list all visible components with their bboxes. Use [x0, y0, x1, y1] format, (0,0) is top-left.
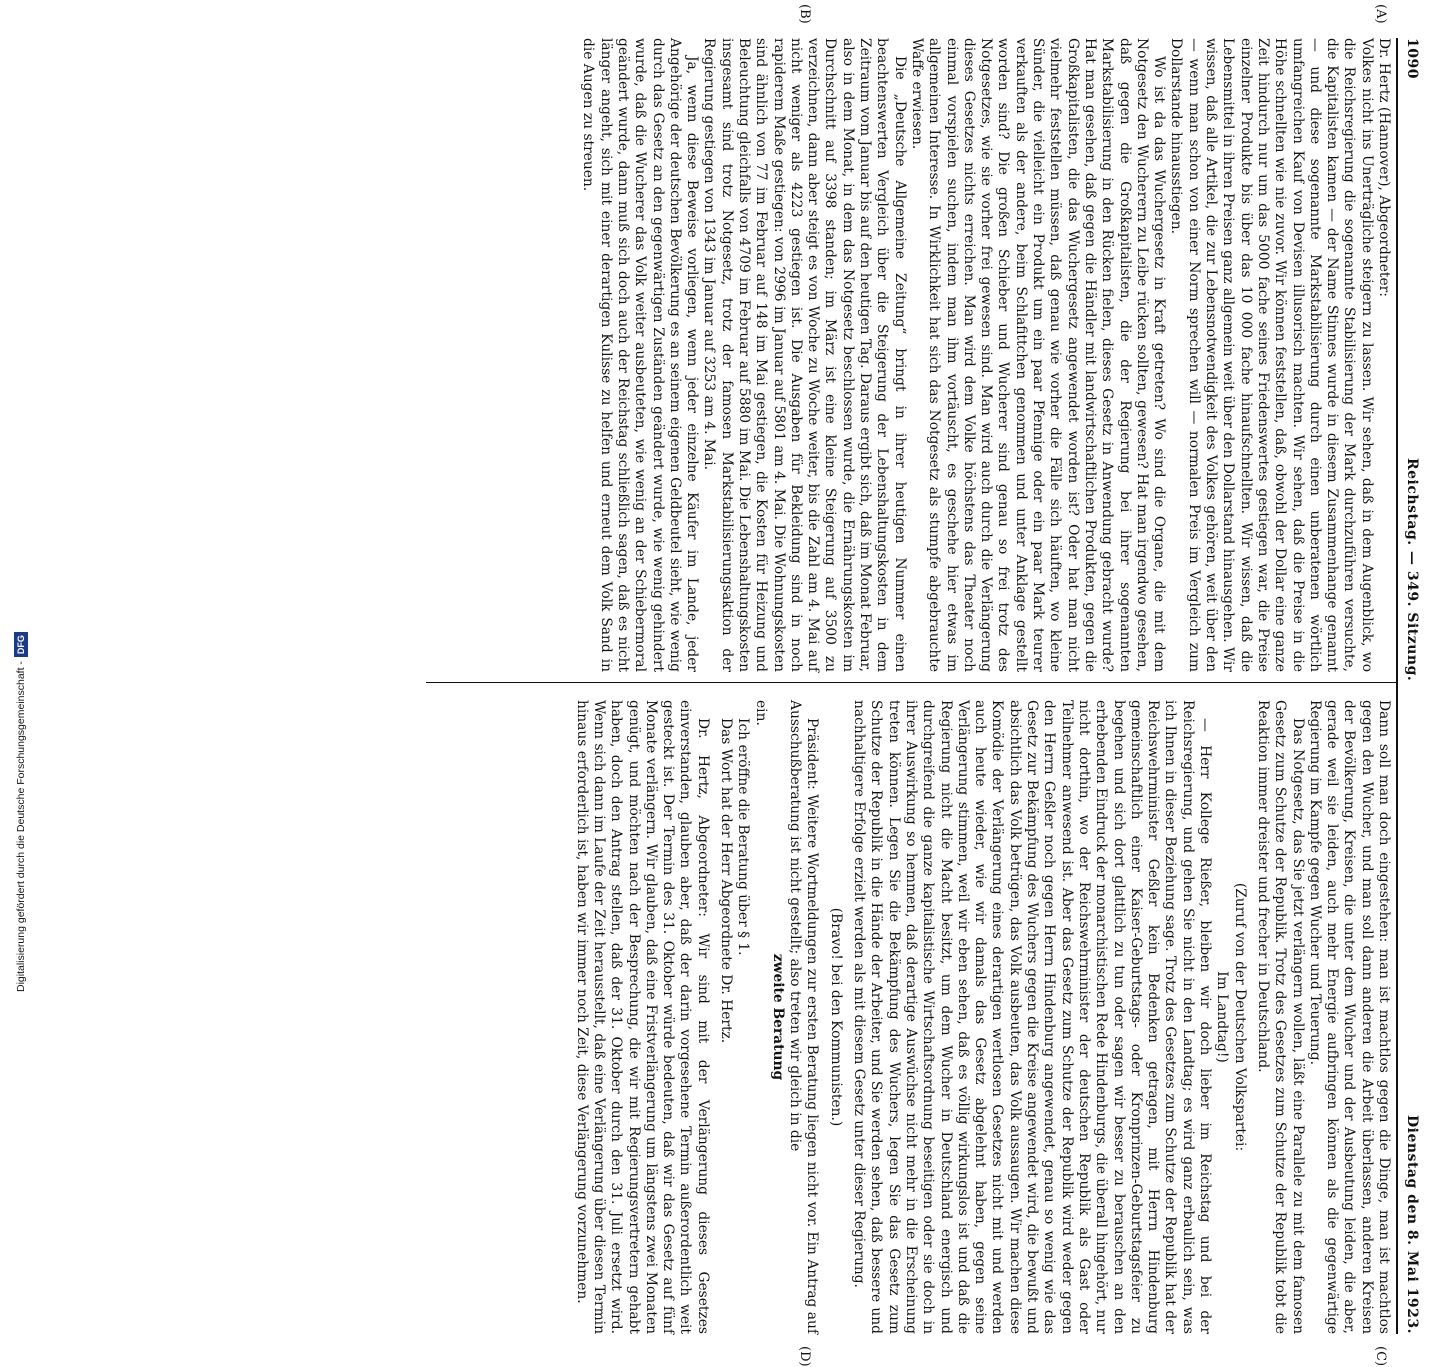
paragraph: Dr. Hertz, Abgeordneter: Wir sind mit der Verlängerung dieses Gesetzes einverstanden, glauben aber, daß der darin vorgesehene Termin außerordentlich weit gesteckt ist. Der Termin des 31. Oktober würde bedeuten, daß wir das Gesetz auf fünf Monate verlängern. Wir glauben, daß eine Fristverlängerung um längstens zwei Monaten genügt, und möchten nach der Besprechung, die wir mit Regierungsvertretern gehabt haben, doch den Antrag stellen, daß der 31. Oktober durch den 31. Juli ersetzt wird. Wenn sich dann im Laufe der Zeit herausstellt, daß eine Verlängerung über diesen Termin hinaus erforderlich ist, haben wir immer noch Zeit, diese Verlängerung vorzunehmen.: [573, 700, 711, 1334]
paragraph: Das Wort hat der Herr Abgeordnete Dr. Hertz.: [718, 718, 735, 1044]
interjection: Im Landtag!): [1214, 971, 1231, 1063]
margin-mark-b: (B): [797, 4, 812, 24]
session-date: Dienstag den 8. Mai 1923.: [1404, 1115, 1420, 1334]
session-title: Reichstag. — 349. Sitzung.: [1404, 458, 1420, 682]
column-divider: [426, 682, 1396, 683]
digitization-credit: [14, 0, 28, 1000]
paragraph: Präsident: Weitere Wortmeldungen zur ersten Beratung liegen nicht vor. Ein Antrag auf Ausschußberatung ist nicht gestellt; also treten wir gleich in die: [787, 700, 821, 1334]
header-rule: [1396, 38, 1398, 1334]
margin-mark-c: (C): [1373, 1346, 1388, 1367]
speaker-line: Dr. Hertz (Hannover), Abgeordneter:: [1376, 38, 1392, 297]
paragraph: Volkes nicht ins Unerträgliche steigern zu lassen. Wir sehen, daß in dem Augenblick, wo die Reichsregierung die sogenannte Stabilisierung der Mark durchzuführen versuchte, die Kapitalisten kamen — der Name Stinnes wurde in diesem Zusammenhange genannt — und diese sogenannte Markstabilisierung durch einen unberatenen wörtlich umfangreichen Kauf von Devisen illusorisch machten. Wir sehen, daß die Preise in die Höhe schnellten wie nie zuvor. Wir können feststellen, daß, obwohl der Dollar eine ganze Zeit hindurch nur um das 5000 fache seines Friedenswertes gestiegen war, die Preise einzelner Produkte bis über das 10 000 fache hinaufschnellten. Wir wissen, daß die Lebensmittel in ihren Preisen ganz allgemein weit über den Dollarstand hinausgehen. Wir wissen, daß alle Artikel, die zur Lebensnotwendigkeit des Volkes gehören, weit über den — wenn man schon von einer Norm sprechen will — normalen Preis im Vergleich zum Dollarstande hinausstiegen.: [1168, 38, 1375, 672]
left-text-column: [432, 38, 1392, 672]
paragraph: ein.: [752, 700, 769, 726]
paragraph: Ja, wenn diese Beweise vorliegen, wenn jeder einzelne Käufer im Lande, jeder Angehörige der deutschen Bevölkerung es an seinem eigenen Geldbeutel sieht, wie wenig durch das Gesetz an den gegenwärtigen Zuständen geändert wurde, wie wenig gehindert wurde, daß die Wucherer das Volk weiter ausbeuteten, wie wenig an der Schiebermoral geändert wurde, dann muß sich doch auch der Reichstag schließlich sagen, daß es nicht länger angeht, sich mit einer derartigen Kulisse zu helfen und erneut dem Volk Sand in die Augen zu streuen.: [580, 38, 701, 672]
dfg-logo: DFG: [14, 632, 28, 657]
section-heading: zweite Beratung: [769, 953, 786, 1081]
margin-mark-a: (A): [1373, 4, 1388, 24]
margin-mark-d: (D): [797, 1346, 812, 1367]
paragraph: Dann soll man doch eingestehen: man ist machtlos gegen die Dinge, man ist machtlos gegen den Wucher, und man soll dann anderen die Arbeit überlassen, anderen Kreisen der Bevölkerung, Kreisen, die unter dem Wucher und der Ausbeutung leiden, die aber, gerade weil sie leiden, auch mehr Energie aufbringen können als die gegenwärtige Regierung im Kampfe gegen Wucher und Teuerung.: [1306, 700, 1392, 1334]
digitization-sidebar: [0, 0, 27, 1000]
page-header: [1400, 38, 1420, 1334]
page-number: 1090: [1404, 38, 1420, 79]
paragraph: Die „Deutsche Allgemeine Zeitung“ bringt in ihrer heutigen Nummer einen beachtenswerten Vergleich über die Steigerung der Lebenshaltungskosten in dem Zeitraum vom Januar bis auf den heutigen Tag. Daraus ergibt sich, daß im Monat Februar, also in dem Monat, in dem das Notgesetz beschlossen wurde, die Ernährungskosten im Durchschnitt auf 3398 standen; im März ist eine kleine Steigerung auf 3500 zu verzeichnen, dann aber steigt es von Woche zu Woche weiter, bis die Zahl am 4. Mai auf nicht weniger als 4223 gestiegen ist. Die Ausgaben für Bekleidung sind in noch rapiderem Maße gestiegen: von 2996 im Januar auf 5801 am 4. Mai. Die Wohnungskosten sind ähnlich von 77 im Februar auf 148 im Mai gestiegen, die Kosten für Heizung und Beleuchtung gleichfalls von 4709 im Februar auf 5880 im Mai. Die Lebenshaltungskosten insgesamt sind trotz Notgesetz, trotz der famosen Markstabilisierungsaktion der Regierung gestiegen von 1343 im Januar auf 3253 am 4. Mai.: [701, 38, 908, 672]
interjection: (Bravo! bei den Kommunisten.): [827, 907, 844, 1127]
right-text-column: [432, 700, 1392, 1334]
paragraph: Das Notgesetz, das Sie jetzt verlängern wollen, läßt eine Parallele zu mit dem famosen Gesetz zum Schutze der Republik. Trotz des Gesetzes zum Schutze der Republik tobt die Reaktion immer dreister und frecher in Deutschland.: [1254, 700, 1306, 1334]
interjection: (Zuruf von der Deutschen Volkspartei:: [1231, 882, 1248, 1152]
paragraph: Ich eröffne die Beratung über § 1.: [735, 718, 752, 956]
credit-text: Digitalisierung gefördert durch die Deutsche Forschungsgemeinschaft -: [15, 661, 27, 992]
paragraph: — Herr Kollege Rießer, bleiben wir doch lieber im Reichstag und bei der Reichsregierung, und gehen Sie nicht in den Landtag; es wird ganz erbaulich sein, was ich Ihnen in dieser Beziehung sage. Trotz des Gesetzes zum Schutze der Republik hat der Reichswehrminister Geßler kein Bedenken getragen, mit Herrn Hindenburg gemeinschaftlich einer Kaiser-Geburtstags- oder Kronprinzen-Geburtstagsfeier zu begehen und sich dort glattlich zu tun oder sagen wir besser zu berauschen an den erhebenden Eindruck der monarchistischen Rede Hindenburgs, die überall hingehört, nur nicht dorthin, wo der Reichswehrminister der deutschen Republik als Gast oder Teilnehmer anwesend ist. Aber das Gesetz zum Schutze der Republik wird weder gegen den Herrn Geßler noch gegen Herrn Hindenburg angewendet, genau so wenig wie das Gesetz zur Bekämpfung des Wuchers gegen die Kreise angewendet wird, die bewußt und absichtlich das Volk betrügen, das Volk ausbeuten, das Volk aussaugen. Wir machen diese Komödie der Verlängerung eines derartigen wertlosen Gesetzes nicht mit und werden auch heute wieder, wie wir damals das Gesetz abgelehnt haben, gegen seine Verlängerung stimmen, weil wir eben sehen, daß es völlig wirkungslos ist und daß die Regierung nicht die Macht besitzt, um dem Wucher in Deutschland energisch und durchgreifend die ganze kapitalistische Wirtschaftsordnung beseitigen oder sie doch in ihrer Auswirkung so hemmen, daß derartige Auswüchse nicht mehr in die Erscheinung treten können. Legen Sie die Bekämpfung des Wuchers, legen Sie das Gesetz zum Schutze der Republik in die Hände der Arbeiter, und Sie werden sehen, daß bessere und nachhaltigere Erfolge erzielt werden als mit diesem Gesetz unter dieser Regierung.: [851, 700, 1214, 1334]
paragraph: Wo ist da das Wuchergesetz in Kraft getreten? Wo sind die Organe, die mit dem Notgesetz den Wucherern zu Leibe rücken sollten, gewesen? Hat man irgendwo gesehen, daß gegen die Großkapitalisten, die der Regierung bei ihrer sogenannten Markstabilisierung in den Rücken fielen, dieses Gesetz in Anwendung gebracht wurde? Hat man gesehen, daß gegen die Händler mit landwirtschaftlichen Produkten, gegen die Großkapitalisten, die das Wuchergesetz angewendet worden ist? Oder hat man nicht vielmehr feststellen müssen, daß genau wie vorher die Fälle sich häuften, wo kleine Sünder, die vielleicht ein Produkt um ein paar Pfennige oder ein paar Mark teurer verkauften als der andere, beim Schlafittchen genommen und unter Anklage gestellt worden sind? Die großen Schieber und Wucherer sind genau so frei trotz des Notgesetzes, wie sie vorher frei gewesen sind. Man wird auch durch die Verlängerung dieses Gesetzes nichts erreichen. Man wird dem Volke höchstens das Theater noch einmal vorspielen suchen, indem man ihm vortäuscht, es geschehe hier etwas im allgemeinen Interesse. In Wirklichkeit hat sich das Notgesetz als stumpfe abgebrauchte Waffe erwiesen.: [908, 38, 1168, 672]
